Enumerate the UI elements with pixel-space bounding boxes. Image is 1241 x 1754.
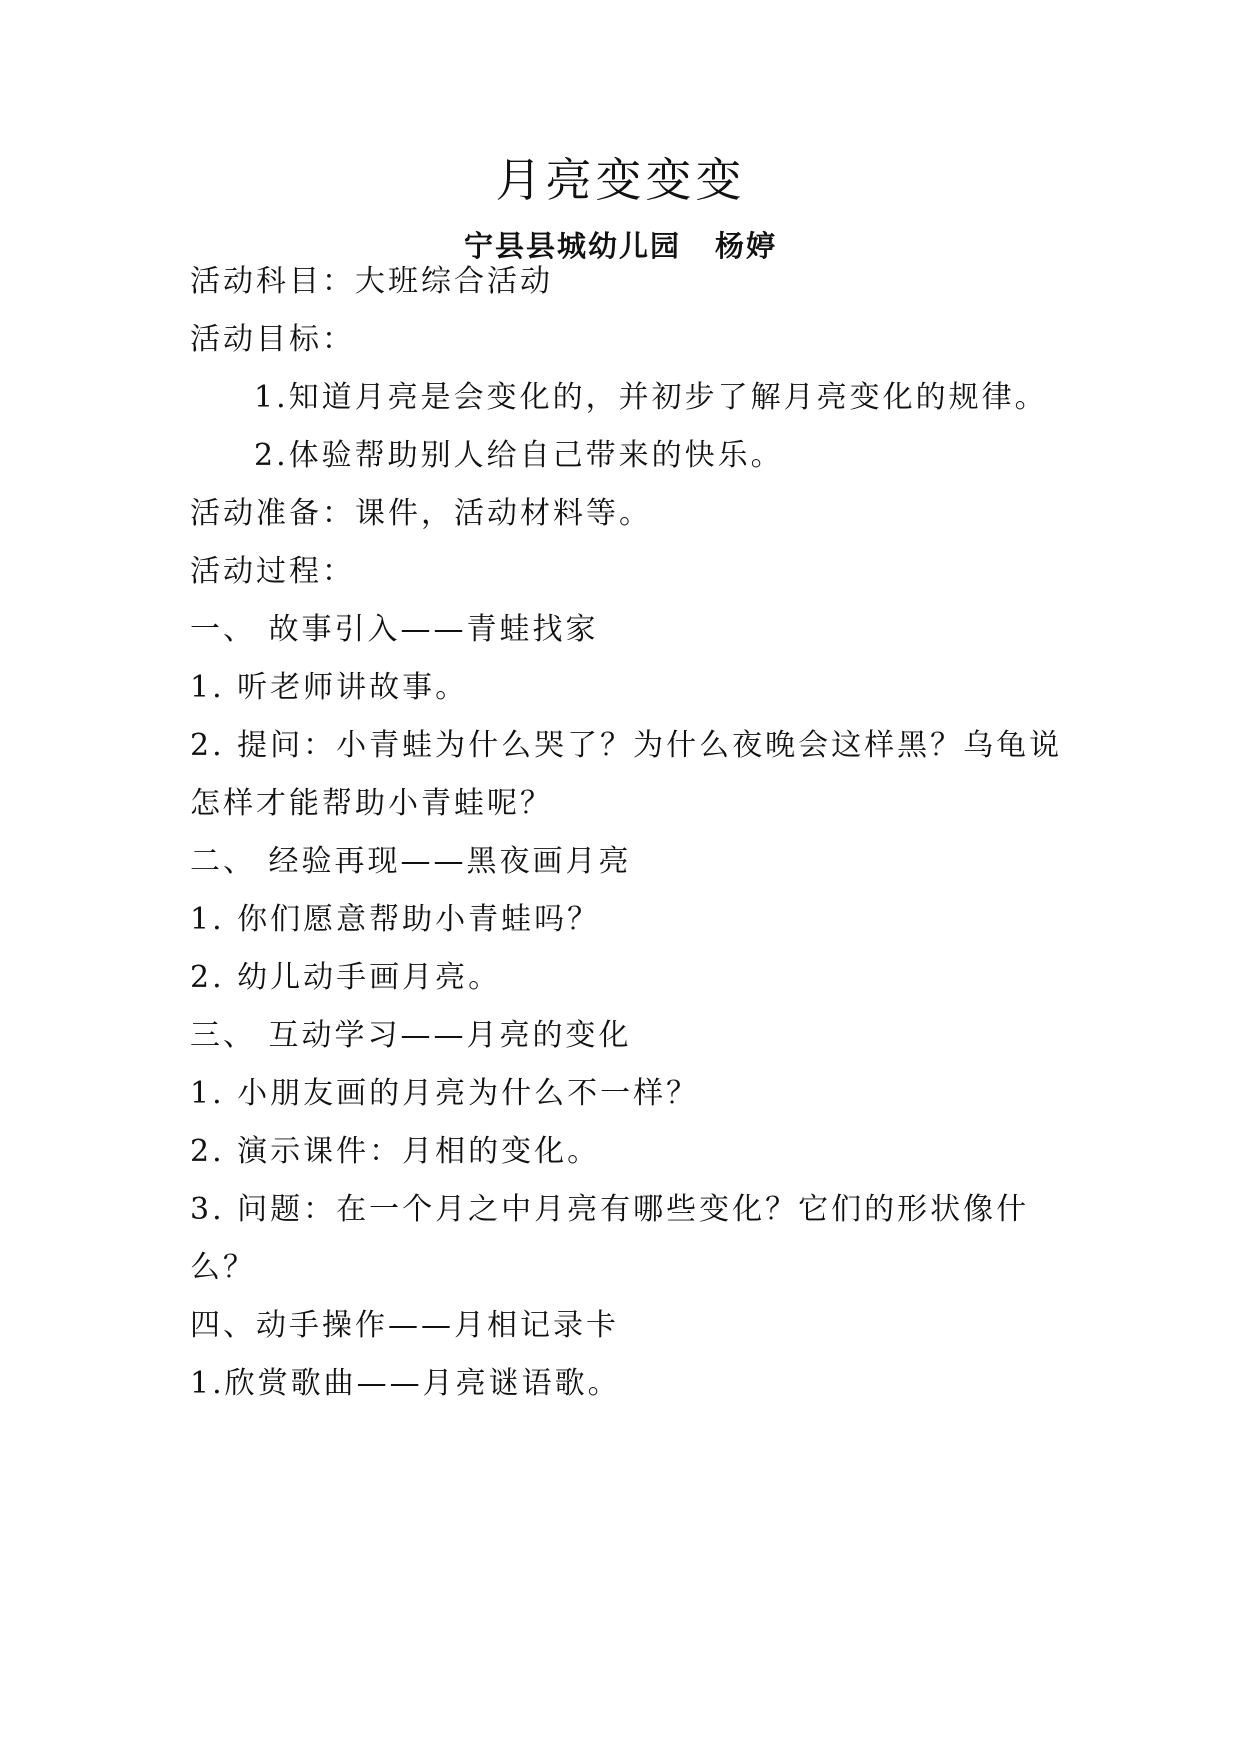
section-3-item-3: 3. 问题：在一个月之中月亮有哪些变化？它们的形状像什 (190, 1192, 1030, 1227)
goal-item-1: 1.知道月亮是会变化的，并初步了解月亮变化的规律。 (254, 380, 1048, 415)
author-name: 杨婷 (715, 229, 778, 263)
author-school: 宁县县城幼儿园 (463, 229, 681, 263)
section-4-item-1: 1.欣赏歌曲——月亮谜语歌。 (190, 1366, 621, 1401)
goal-item-2: 2.体验帮助别人给自己带来的快乐。 (254, 438, 784, 473)
section-3-item-1: 1. 小朋友画的月亮为什么不一样？ (190, 1076, 700, 1111)
section-3-item-3-continued: 么？ (190, 1250, 256, 1285)
activity-preparation: 活动准备：课件，活动材料等。 (190, 496, 652, 531)
activity-goals-heading: 活动目标： (190, 322, 355, 357)
section-2-item-2: 2. 幼儿动手画月亮。 (190, 960, 502, 995)
activity-subject: 活动科目：大班综合活动 (190, 264, 553, 299)
section-heading-4: 四、动手操作——月相记录卡 (190, 1308, 619, 1343)
section-3-item-2: 2. 演示课件：月相的变化。 (190, 1134, 601, 1169)
activity-process-heading: 活动过程： (190, 554, 355, 589)
section-1-item-1: 1. 听老师讲故事。 (190, 670, 469, 705)
section-heading-1: 一、 故事引入——青蛙找家 (190, 612, 599, 647)
document-title: 月亮变变变 (495, 153, 746, 207)
section-heading-3: 三、 互动学习——月亮的变化 (190, 1018, 632, 1053)
document-author-line (0, 226, 1241, 266)
section-heading-2: 二、 经验再现——黑夜画月亮 (190, 844, 632, 879)
section-2-item-1: 1. 你们愿意帮助小青蛙吗？ (190, 902, 601, 937)
section-1-item-2: 2. 提问：小青蛙为什么哭了？为什么夜晚会这样黑？乌龟说 (190, 728, 1063, 763)
section-1-item-2-continued: 怎样才能帮助小青蛙呢？ (190, 786, 553, 821)
